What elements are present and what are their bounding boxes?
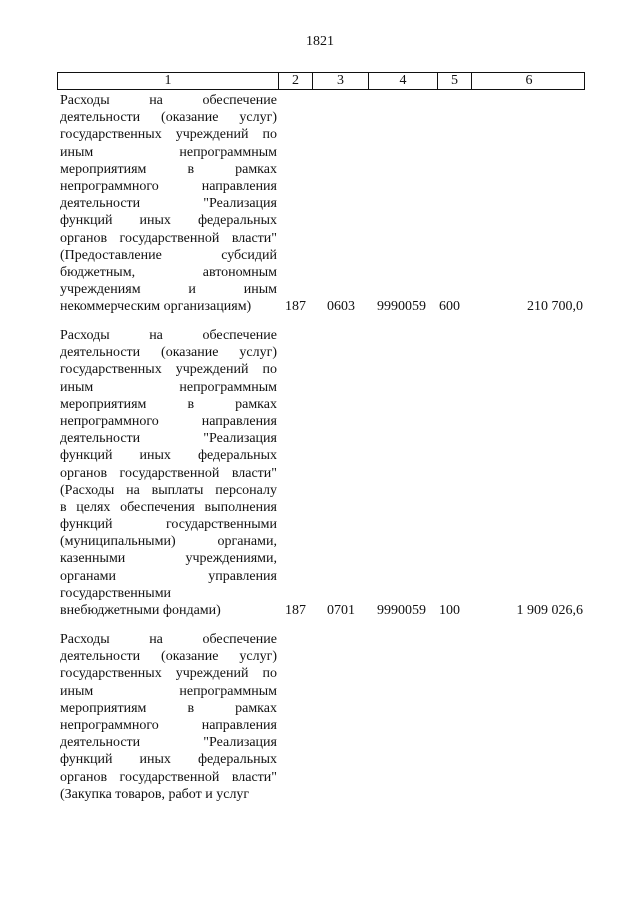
- description-line: иным непрограммным: [60, 379, 277, 395]
- description-line: учреждениям и иным: [60, 282, 277, 298]
- header-col-1: 1: [58, 73, 279, 89]
- row-2-col-6: 1 909 026,6: [516, 603, 583, 618]
- description-line: (Расходы на выплаты персоналу: [60, 482, 277, 498]
- row-1-col-2: 187: [285, 299, 306, 314]
- description-line: государственных учреждений по: [60, 666, 277, 682]
- description-line: государственных учреждений по: [60, 362, 277, 378]
- description-line: иным непрограммным: [60, 144, 277, 160]
- header-col-5: 5: [438, 73, 472, 89]
- description-line: мероприятиям в рамках: [60, 161, 277, 177]
- description-line: Расходы на обеспечение: [60, 632, 277, 647]
- description-line: функций иных федеральных: [60, 213, 277, 229]
- description-line: органов государственной власти": [60, 465, 277, 481]
- description-line: деятельности "Реализация: [60, 431, 277, 447]
- description-line: органов государственной власти": [60, 230, 277, 246]
- description-line: непрограммного направления: [60, 178, 277, 194]
- row-2-col-3: 0701: [327, 603, 355, 618]
- description-line: мероприятиям в рамках: [60, 396, 277, 412]
- table-row-3-description: [60, 631, 277, 803]
- description-line: деятельности (оказание услуг): [60, 345, 277, 361]
- description-line: органов государственной власти": [60, 769, 277, 785]
- description-line: Расходы на обеспечение: [60, 328, 277, 343]
- description-line: бюджетным, автономным: [60, 264, 277, 280]
- description-line: функций государственными: [60, 517, 277, 533]
- table-row-2-description: [60, 327, 277, 619]
- row-2-col-2: 187: [285, 603, 306, 618]
- description-line: иным непрограммным: [60, 683, 277, 699]
- row-1-col-5: 600: [439, 299, 460, 314]
- header-col-2: 2: [279, 73, 313, 89]
- row-1-col-6: 210 700,0: [527, 299, 583, 314]
- description-line: деятельности "Реализация: [60, 196, 277, 212]
- page-number: 1821: [306, 34, 334, 49]
- row-1-col-3: 0603: [327, 299, 355, 314]
- row-2-col-5: 100: [439, 603, 460, 618]
- description-line: некоммерческим организациям): [60, 299, 252, 315]
- row-2-col-4: 9990059: [377, 603, 426, 618]
- description-line: непрограммного направления: [60, 717, 277, 733]
- table-row-1-description: [60, 92, 277, 315]
- description-line: функций иных федеральных: [60, 448, 277, 464]
- description-line: в целях обеспечения выполнения: [60, 499, 277, 515]
- description-line: внебюджетными фондами): [60, 603, 221, 618]
- description-line: Расходы на обеспечение: [60, 93, 277, 108]
- description-line: государственными: [60, 585, 172, 601]
- description-line: деятельности "Реализация: [60, 735, 277, 751]
- description-line: (муниципальными) органами,: [60, 534, 277, 550]
- header-col-6: 6: [525, 73, 533, 88]
- description-line: функций иных федеральных: [60, 752, 277, 768]
- description-line: мероприятиям в рамках: [60, 700, 277, 716]
- description-line: деятельности (оказание услуг): [60, 649, 277, 665]
- table-header-row: [57, 72, 585, 90]
- description-line: непрограммного направления: [60, 413, 277, 429]
- description-line: казенными учреждениями,: [60, 551, 277, 567]
- description-line: (Закупка товаров, работ и услуг: [60, 786, 250, 802]
- header-col-4: 4: [369, 73, 438, 89]
- description-line: деятельности (оказание услуг): [60, 110, 277, 126]
- description-line: государственных учреждений по: [60, 127, 277, 143]
- row-1-col-4: 9990059: [377, 299, 426, 314]
- header-col-3: 3: [313, 73, 369, 89]
- description-line: органами управления: [60, 568, 277, 584]
- description-line: (Предоставление субсидий: [60, 247, 277, 263]
